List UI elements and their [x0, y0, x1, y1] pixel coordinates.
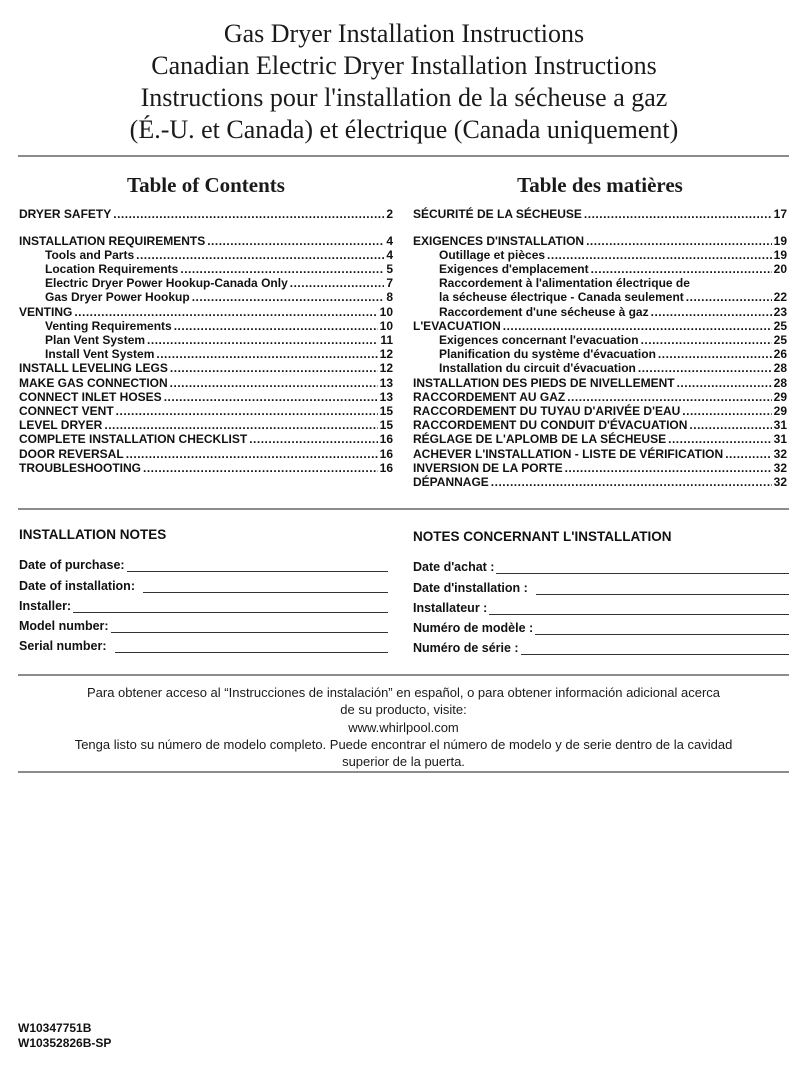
- toc-entry[interactable]: Plan Vent System ..... 11: [19, 333, 393, 347]
- date-of-purchase-field[interactable]: Date of purchase:: [19, 552, 388, 572]
- toc-entry[interactable]: INVERSION DE LA PORTE ..... 32: [413, 461, 787, 475]
- toc-english: [19, 173, 393, 475]
- title-line-1: Gas Dryer Installation Instructions: [223, 19, 585, 48]
- toc-entry[interactable]: Install Vent System ..... 12: [19, 347, 393, 361]
- notes-divider: [18, 674, 789, 676]
- notes-french-heading: NOTES CONCERNANT L'INSTALLATION: [413, 529, 672, 544]
- toc-entry[interactable]: Venting Requirements ..... 10: [19, 319, 393, 333]
- model-number-field[interactable]: Model number:: [19, 613, 388, 633]
- installation-notes-english: [19, 527, 388, 653]
- date-of-installation-field[interactable]: Date of installation:: [19, 572, 388, 592]
- spanish-line-1: Para obtener acceso al “Instrucciones de instalación” en español, o para obtener información adicional acerca: [86, 685, 721, 700]
- title-line-2: Canadian Electric Dryer Installation Instructions: [151, 51, 657, 80]
- toc-entry[interactable]: DOOR REVERSAL ..... 16: [19, 447, 393, 461]
- toc-entry[interactable]: INSTALLATION REQUIREMENTS ..... 4: [19, 234, 393, 248]
- toc-entry[interactable]: INSTALLATION DES PIEDS DE NIVELLEMENT ..... 28: [413, 376, 787, 390]
- toc-entry[interactable]: Gas Dryer Power Hookup ..... 8: [19, 290, 393, 304]
- spanish-line-2: de su producto, visite:: [340, 702, 467, 718]
- toc-entry[interactable]: Planification du système d'évacuation ..... 26: [413, 347, 787, 361]
- date-achat-field[interactable]: Date d'achat :: [413, 554, 789, 574]
- spanish-line-5: superior de la puerta.: [342, 754, 465, 770]
- installer-field[interactable]: Installer:: [19, 593, 388, 613]
- toc-entry[interactable]: Location Requirements ..... 5: [19, 262, 393, 276]
- toc-entry[interactable]: Raccordement d'une sécheuse à gaz ..... 23: [413, 305, 787, 319]
- toc-entry-line1[interactable]: Raccordement à l'alimentation électrique de: [439, 276, 690, 291]
- toc-entry[interactable]: ACHEVER L'INSTALLATION - LISTE DE VÉRIFICATION ..... 32: [413, 447, 787, 461]
- toc-entry[interactable]: Installation du circuit d'évacuation ..... 28: [413, 361, 787, 375]
- serial-number-field[interactable]: Serial number:: [19, 633, 388, 653]
- toc-entry[interactable]: Outillage et pièces ..... 19: [413, 248, 787, 262]
- toc-entry[interactable]: DRYER SAFETY ..... 2: [19, 207, 393, 221]
- spanish-divider: [18, 771, 789, 773]
- title-divider: [18, 155, 789, 157]
- toc-entry[interactable]: RACCORDEMENT DU CONDUIT D'ÉVACUATION ..... 31: [413, 418, 787, 432]
- toc-entry[interactable]: Electric Dryer Power Hookup-Canada Only ..... 7: [19, 276, 393, 290]
- toc-entry[interactable]: LEVEL DRYER ..... 15: [19, 418, 393, 432]
- toc-entry[interactable]: INSTALL LEVELING LEGS ..... 12: [19, 361, 393, 375]
- toc-entry[interactable]: RACCORDEMENT DU TUYAU D'ARIVÉE D'EAU ..... 29: [413, 404, 787, 418]
- toc-entry[interactable]: Exigences concernant l'evacuation ..... 25: [413, 333, 787, 347]
- notes-english-heading: INSTALLATION NOTES: [19, 527, 167, 542]
- document-code: W10347751B: [18, 1021, 92, 1035]
- toc-divider: [18, 508, 789, 510]
- toc-entry[interactable]: TROUBLESHOOTING ..... 16: [19, 461, 393, 475]
- document-codes: [18, 1021, 111, 1051]
- installation-notes-french: [413, 529, 789, 655]
- title-line-4: (É.-U. et Canada) et électrique (Canada uniquement): [129, 115, 679, 144]
- title-line-3: Instructions pour l'installation de la sécheuse a gaz: [140, 83, 668, 112]
- toc-entry[interactable]: EXIGENCES D'INSTALLATION ..... 19: [413, 234, 787, 248]
- toc-entry[interactable]: CONNECT INLET HOSES ..... 13: [19, 390, 393, 404]
- toc-entry[interactable]: SÉCURITÉ DE LA SÉCHEUSE ..... 17: [413, 207, 787, 221]
- toc-english-heading: Table of Contents: [127, 173, 285, 197]
- spanish-line-4: Tenga listo su número de modelo completo. Puede encontrar el número de modelo y de serie dentro de la cavidad: [74, 736, 733, 752]
- document-title: [0, 18, 808, 146]
- date-installation-field[interactable]: Date d'installation :: [413, 574, 789, 594]
- toc-entry[interactable]: RACCORDEMENT AU GAZ ..... 29: [413, 390, 787, 404]
- toc-entry[interactable]: L'EVACUATION ..... 25: [413, 319, 787, 333]
- toc-entry[interactable]: CONNECT VENT ..... 15: [19, 404, 393, 418]
- spanish-info: [18, 684, 789, 770]
- toc-french-heading: Table des matières: [517, 173, 683, 197]
- toc-entry[interactable]: MAKE GAS CONNECTION ..... 13: [19, 376, 393, 390]
- toc-entry[interactable]: DÉPANNAGE ..... 32: [413, 475, 787, 489]
- toc-french: [413, 173, 787, 489]
- document-code: W10352826B-SP: [18, 1036, 112, 1050]
- installateur-field[interactable]: Installateur :: [413, 595, 789, 615]
- toc-entry[interactable]: COMPLETE INSTALLATION CHECKLIST ..... 16: [19, 432, 393, 446]
- numero-modele-field[interactable]: Numéro de modèle :: [413, 615, 789, 635]
- toc-entry[interactable]: VENTING ..... 10: [19, 305, 393, 319]
- toc-entry[interactable]: Exigences d'emplacement ..... 20: [413, 262, 787, 276]
- toc-entry[interactable]: Tools and Parts ..... 4: [19, 248, 393, 262]
- website-link[interactable]: www.whirlpool.com: [348, 719, 459, 735]
- numero-serie-field[interactable]: Numéro de série :: [413, 635, 789, 655]
- toc-entry[interactable]: RÉGLAGE DE L'APLOMB DE LA SÉCHEUSE ..... 31: [413, 432, 787, 446]
- toc-entry[interactable]: la sécheuse électrique - Canada seulement ..... 22: [413, 290, 787, 304]
